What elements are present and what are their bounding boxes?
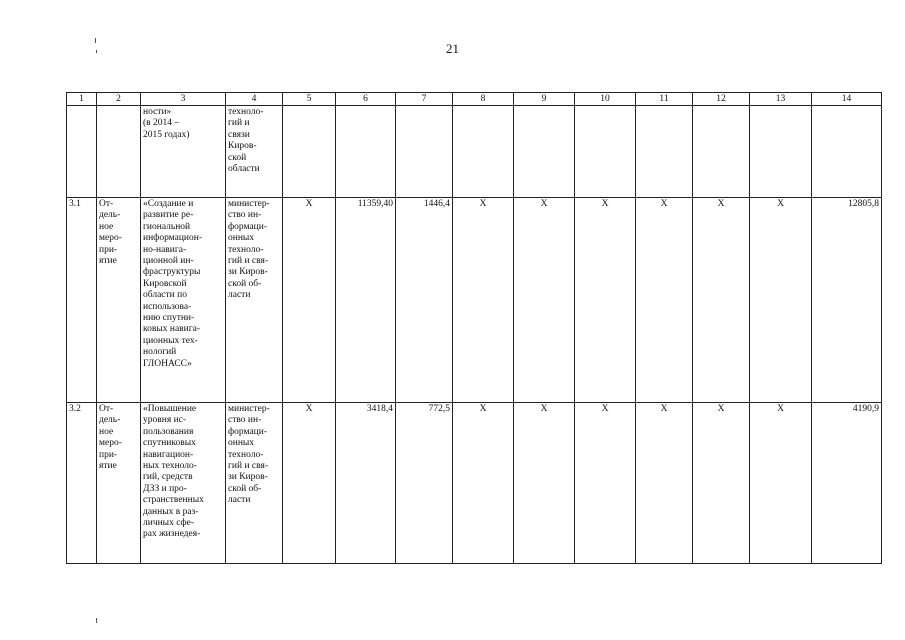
table-row (67, 403, 882, 564)
row-number (67, 106, 97, 198)
measure-title: «Повышение уровня ис- пользования спутниковых навигацион- ных техноло- гий, средств ДЗЗ и про- странственных данных в раз- личных сфе- рах жизнедея- (141, 403, 226, 564)
col-header: 14 (812, 93, 882, 106)
scan-mark (96, 618, 97, 623)
col-header: 2 (97, 93, 141, 106)
page-number: 21 (446, 41, 459, 56)
table-cell: 4190,9 (812, 403, 882, 564)
col-header: 11 (636, 93, 693, 106)
col-header: 10 (575, 93, 636, 106)
header-row (67, 93, 882, 106)
row-number: 3.1 (67, 198, 97, 403)
col-header: 1 (67, 93, 97, 106)
table-cell: 3418,4 (336, 403, 396, 564)
col-header: 13 (750, 93, 812, 106)
table-cell: X (693, 198, 750, 403)
table-cell: X (636, 198, 693, 403)
table-cell (514, 106, 575, 198)
measure-title: «Создание и развитие ре- гиональной информацион- но-навига- ционной ин- фраструктуры Кировской области по использова- нию спутни- ковых навига- ционных тех- нологий ГЛОНАСС» (141, 198, 226, 403)
table-cell: X (514, 198, 575, 403)
table-row (67, 198, 882, 403)
table-cell (812, 106, 882, 198)
table-row (67, 106, 882, 198)
col-header: 8 (453, 93, 514, 106)
table-cell (636, 106, 693, 198)
table-cell (396, 106, 453, 198)
table-cell: X (575, 403, 636, 564)
table-cell: 12805,8 (812, 198, 882, 403)
scan-mark (95, 38, 96, 43)
scan-mark (96, 50, 97, 53)
table-cell: 1446,4 (396, 198, 453, 403)
table-cell: X (636, 403, 693, 564)
table-cell (693, 106, 750, 198)
executor: министер- ство ин- формаци- онных техноло- гий и свя- зи Киров- ской об- ласти (226, 403, 283, 564)
col-header: 7 (396, 93, 453, 106)
table-cell: X (283, 403, 336, 564)
table-cell: X (750, 403, 812, 564)
executor: министер- ство ин- формаци- онных техноло- гий и свя- зи Киров- ской об- ласти (226, 198, 283, 403)
table-cell: X (283, 198, 336, 403)
table-cell (283, 106, 336, 198)
col-header: 9 (514, 93, 575, 106)
col-header: 5 (283, 93, 336, 106)
table-cell: X (575, 198, 636, 403)
table-cell (750, 106, 812, 198)
measure-title: ности» (в 2014 – 2015 годах) (141, 106, 226, 198)
budget-table (66, 92, 882, 564)
table-cell: X (693, 403, 750, 564)
col-header: 4 (226, 93, 283, 106)
row-number: 3.2 (67, 403, 97, 564)
table-cell (336, 106, 396, 198)
table-cell: 11359,40 (336, 198, 396, 403)
col-header: 3 (141, 93, 226, 106)
measure-type: От- дель- ное меро- при- ятие (97, 198, 141, 403)
table-cell: X (453, 198, 514, 403)
table-cell: X (453, 403, 514, 564)
table-cell (575, 106, 636, 198)
measure-type: От- дель- ное меро- при- ятие (97, 403, 141, 564)
table-cell (453, 106, 514, 198)
measure-type (97, 106, 141, 198)
table-cell: X (514, 403, 575, 564)
table-cell: 772,5 (396, 403, 453, 564)
executor: техноло- гий и связи Киров- ской области (226, 106, 283, 198)
col-header: 6 (336, 93, 396, 106)
table-cell: X (750, 198, 812, 403)
col-header: 12 (693, 93, 750, 106)
